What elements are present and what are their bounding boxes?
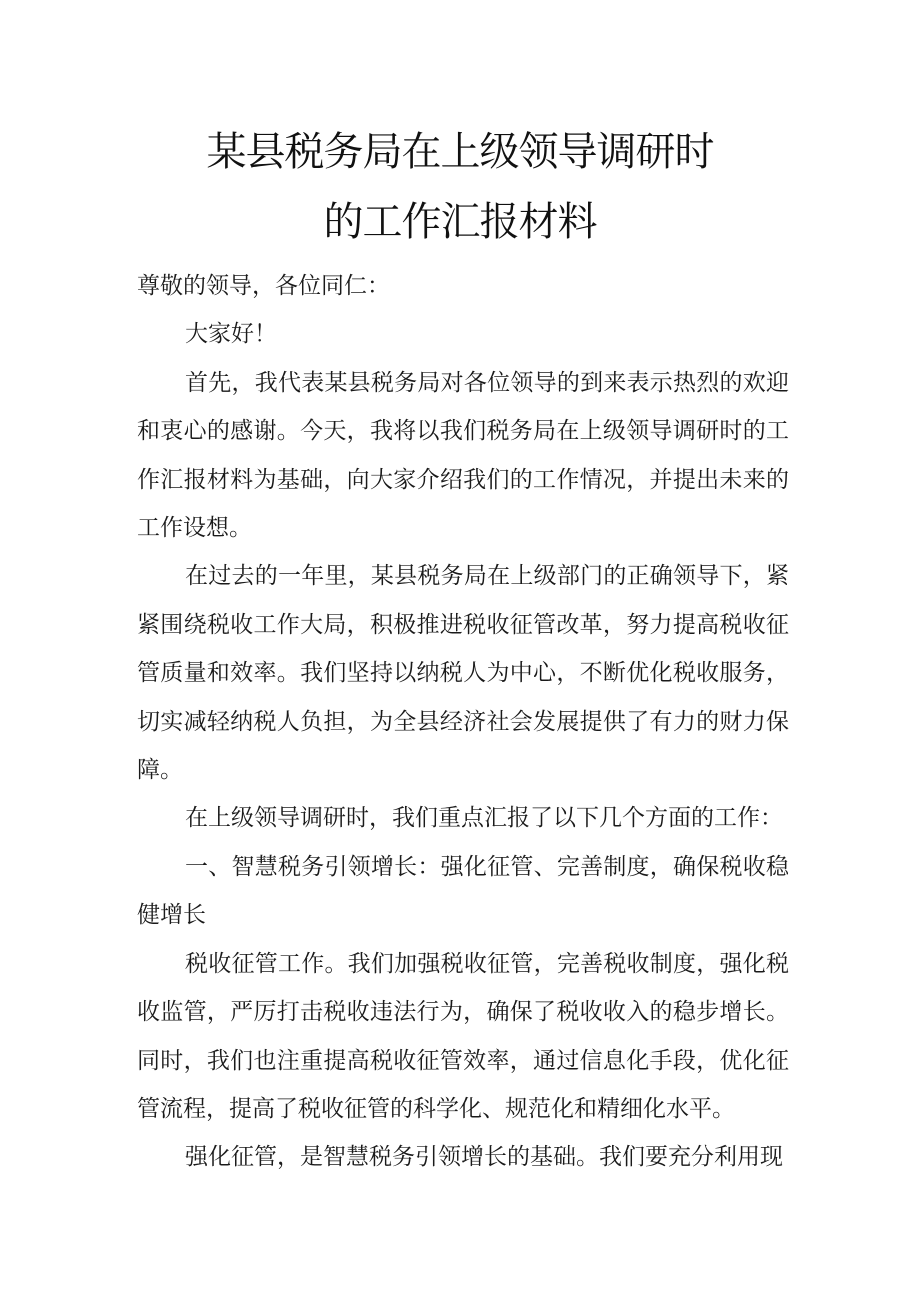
document-body <box>137 262 789 1182</box>
intro-paragraph: 首先，我代表某县税务局对各位领导的到来表示热烈的欢迎和衷心的感谢。今天，我将以我们税务局在上级领导调研时的工作汇报材料为基础，向大家介绍我们的工作情况，并提出未来的工作设想。 <box>137 369 789 542</box>
document-title-line-2: 的工作汇报材料 <box>323 199 597 245</box>
report-summary-paragraph: 在上级领导调研时，我们重点汇报了以下几个方面的工作： <box>185 805 783 832</box>
strengthen-collection-paragraph: 强化征管，是智慧税务引领增长的基础。我们要充分利用现 <box>185 1144 783 1171</box>
salutation: 尊敬的领导，各位同仁： <box>137 273 390 299</box>
review-paragraph: 在过去的一年里，某县税务局在上级部门的正确领导下，紧紧围绕税收工作大局，积极推进税收征管改革，努力提高税收征管质量和效率。我们坚持以纳税人为中心，不断优化税收服务，切实减轻纳税人负担，为全县经济社会发展提供了有力的财力保障。 <box>137 563 789 784</box>
document-title-line-1: 某县税务局在上级领导调研时 <box>206 129 714 175</box>
tax-collection-paragraph: 税收征管工作。我们加强税收征管，完善税收制度，强化税收监管，严厉打击税收违法行为，确保了税收收入的稳步增长。同时，我们也注重提高税收征管效率，通过信息化手段，优化征管流程，提高了税收征管的科学化、规范化和精细化水平。 <box>137 950 789 1122</box>
section-heading-1: 一、智慧税务引领增长：强化征管、完善制度，确保税收稳健增长 <box>137 853 789 929</box>
greeting-paragraph: 大家好！ <box>185 321 277 348</box>
